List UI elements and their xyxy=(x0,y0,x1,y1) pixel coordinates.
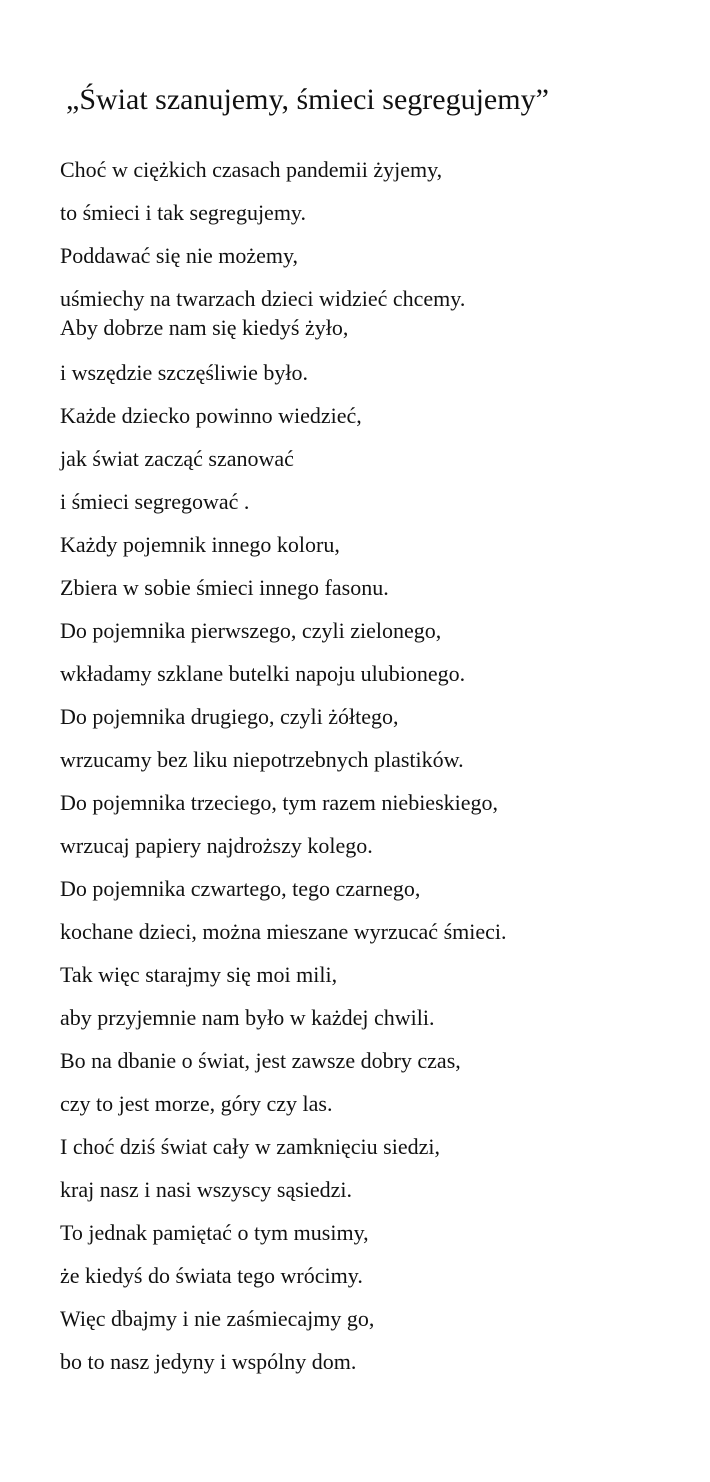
poem-line: aby przyjemnie nam było w każdej chwili. xyxy=(60,1005,435,1030)
poem-line: kraj nasz i nasi wszyscy sąsiedzi. xyxy=(60,1177,353,1202)
poem-line: Tak więc starajmy się moi mili, xyxy=(60,962,338,987)
poem-line: uśmiechy na twarzach dzieci widzieć chcemy. xyxy=(60,286,466,311)
poem-line: Aby dobrze nam się kiedyś żyło, xyxy=(60,315,349,340)
poem-line: czy to jest morze, góry czy las. xyxy=(60,1091,333,1116)
poem-line: Do pojemnika drugiego, czyli żółtego, xyxy=(60,704,399,729)
poem-line: Choć w ciężkich czasach pandemii żyjemy, xyxy=(60,157,443,182)
poem-line: że kiedyś do świata tego wrócimy. xyxy=(60,1263,363,1288)
poem-line: i śmieci segregować . xyxy=(60,489,250,514)
poem-line: wrzucamy bez liku niepotrzebnych plastików. xyxy=(60,747,464,772)
poem-line: Do pojemnika pierwszego, czyli zielonego, xyxy=(60,618,442,643)
poem-line: i wszędzie szczęśliwie było. xyxy=(60,360,309,385)
poem-line: kochane dzieci, można mieszane wyrzucać śmieci. xyxy=(60,919,507,944)
poem-line: Do pojemnika czwartego, tego czarnego, xyxy=(60,876,421,901)
poem-line: Do pojemnika trzeciego, tym razem niebieskiego, xyxy=(60,790,499,815)
poem-line: To jednak pamiętać o tym musimy, xyxy=(60,1220,369,1245)
poem-line: to śmieci i tak segregujemy. xyxy=(60,200,307,225)
poem-line: wrzucaj papiery najdroższy kolego. xyxy=(60,833,373,858)
poem-line: I choć dziś świat cały w zamknięciu siedzi, xyxy=(60,1134,440,1159)
poem-line: Zbiera w sobie śmieci innego fasonu. xyxy=(60,575,389,600)
poem-line: Poddawać się nie możemy, xyxy=(60,243,299,268)
poem-line: Więc dbajmy i nie zaśmiecajmy go, xyxy=(60,1306,375,1331)
poem-title: „Świat szanujemy, śmieci segregujemy” xyxy=(66,83,549,116)
poem-line: wkładamy szklane butelki napoju ulubionego. xyxy=(60,661,466,686)
poem-line: jak świat zacząć szanować xyxy=(60,446,294,471)
poem-line: Bo na dbanie o świat, jest zawsze dobry czas, xyxy=(60,1048,461,1073)
poem-line: bo to nasz jedyny i wspólny dom. xyxy=(60,1349,357,1374)
poem-line: Każdy pojemnik innego koloru, xyxy=(60,532,340,557)
poem-line: Każde dziecko powinno wiedzieć, xyxy=(60,403,362,428)
